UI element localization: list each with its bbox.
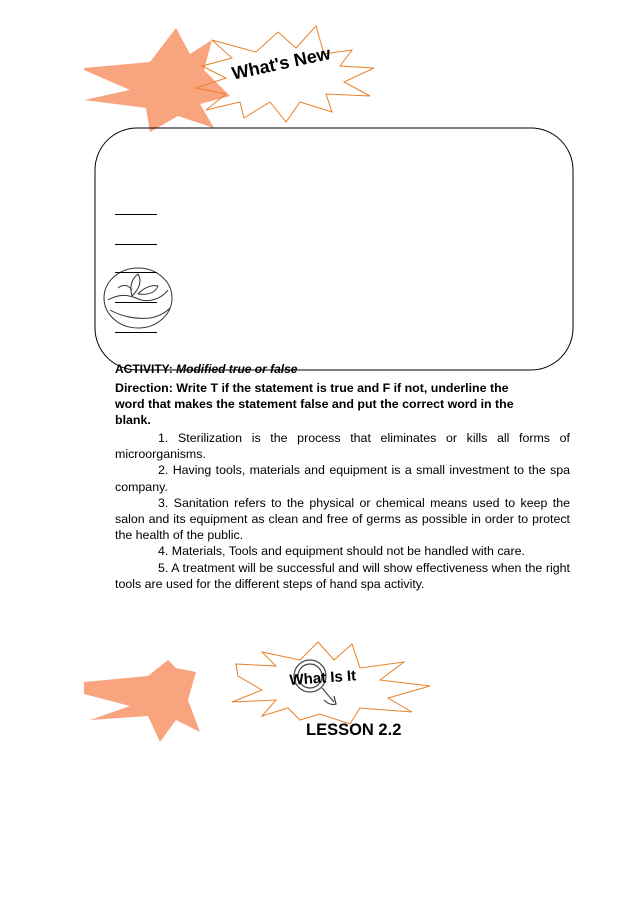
statement-item: 5. A treatment will be successful and will show effectiveness when the right tools are used for the different steps of hand spa activity. <box>115 560 570 591</box>
statement-item: 2. Having tools, materials and equipment is a small investment to the spa company. <box>115 463 570 494</box>
hand-plant-icon <box>104 268 172 328</box>
section-title-whats-new: What's New <box>230 43 333 84</box>
content-frame <box>95 128 573 370</box>
burst-icon <box>84 660 200 742</box>
activity-heading <box>115 362 297 376</box>
statement-item: 1. Sterilization is the process that eliminates or kills all forms of microorganisms. <box>115 431 570 462</box>
direction-text: Direction: Write T if the statement is true and F if not, underline the word that makes the statement false and put the correct word in the blank. <box>115 381 514 427</box>
answer-blank-3[interactable] <box>115 272 157 273</box>
answer-blank-1[interactable] <box>115 214 157 215</box>
statement-item: 4. Materials, Tools and equipment should not be handled with care. <box>158 544 525 559</box>
activity-label: ACTIVITY: <box>115 362 173 376</box>
lesson-heading: LESSON 2.2 <box>306 721 402 739</box>
statement-list <box>115 430 570 592</box>
answer-blank-5[interactable] <box>115 332 157 333</box>
burst-icon <box>84 28 230 132</box>
answer-blank-4[interactable] <box>115 302 157 303</box>
statement-item: 3. Sanitation refers to the physical or chemical means used to keep the salon and its equipment as clean and free of germs as possible in order to protect the health of the public. <box>115 495 570 543</box>
banner-outline-1 <box>196 26 374 122</box>
section-title-what-is-it: What Is It <box>289 667 357 689</box>
answer-blank-2[interactable] <box>115 244 157 245</box>
activity-name: Modified true or false <box>176 362 298 376</box>
